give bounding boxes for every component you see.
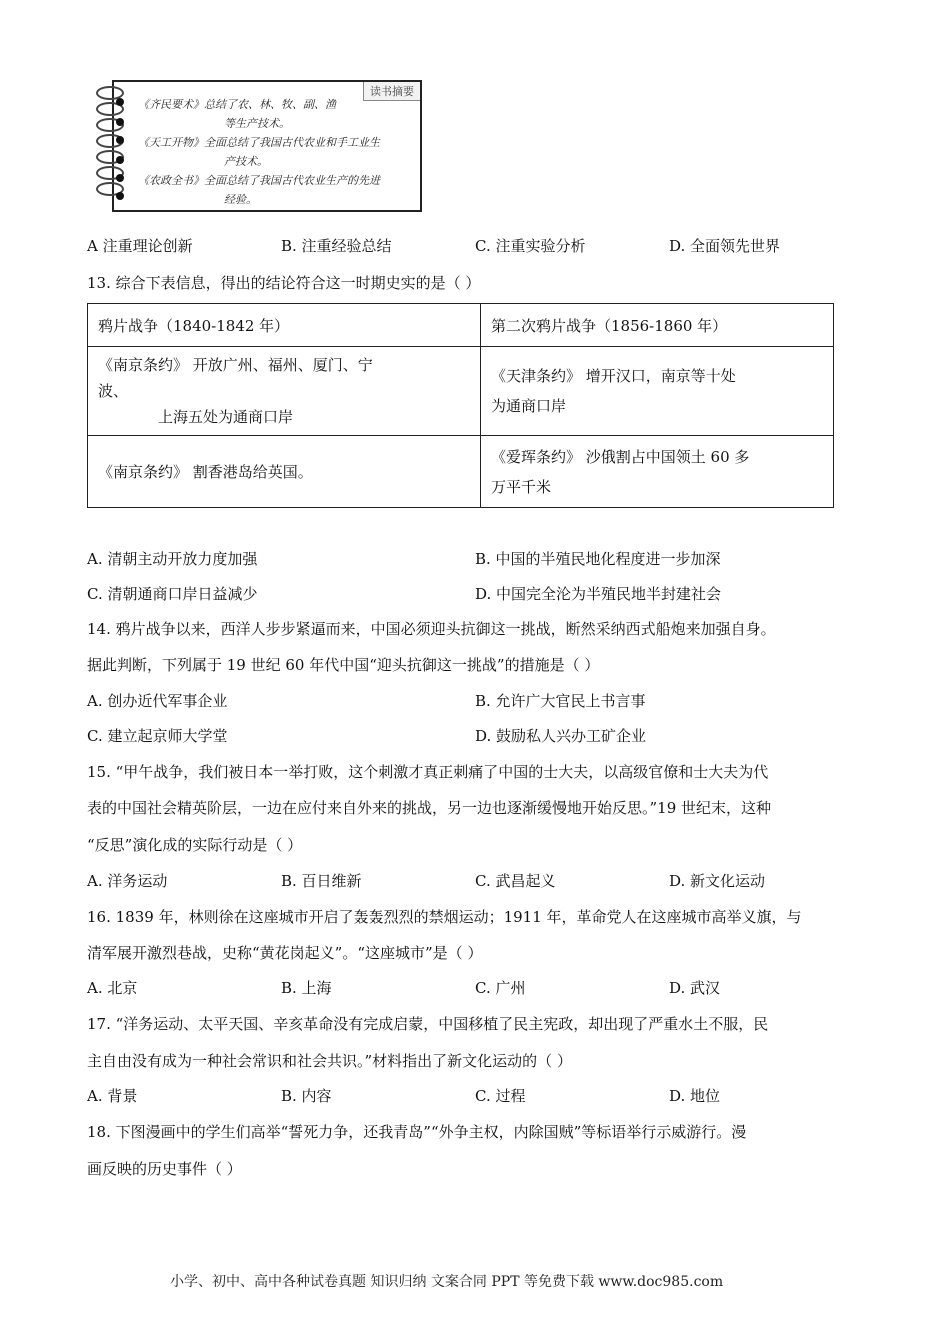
q14-option-d: D. 鼓励私人兴办工矿企业 (475, 727, 647, 745)
q16-stem-line2: 清军展开激烈巷战，史称“黄花岗起义”。“这座城市”是（ ） (87, 944, 483, 962)
notes-line: 《齐民要术》总结了农、林、牧、副、渔 (138, 98, 336, 111)
q12-option-a: A 注重理论创新 (87, 237, 193, 255)
q16-option-b: B. 上海 (281, 979, 332, 997)
q13-option-b: B. 中国的半殖民地化程度进一步加深 (475, 550, 721, 568)
q17-option-d: D. 地位 (669, 1087, 721, 1105)
q13-option-a: A. 清朝主动开放力度加强 (87, 550, 258, 568)
table-cell-text: 《南京条约》 割香港岛给英国。 (98, 463, 313, 481)
q13-stem: 13. 综合下表信息，得出的结论符合这一时期史实的是（ ） (87, 274, 481, 292)
table-cell-text: 万平千米 (491, 477, 552, 496)
table-header-text: 鸦片战争（1840-1842 年） (98, 316, 290, 335)
table-cell (88, 436, 481, 508)
bullet-icon (116, 174, 124, 182)
bullet-icon (116, 118, 124, 126)
q15-option-c: C. 武昌起义 (475, 872, 556, 890)
q17-stem-line2: 主自由没有成为一种社会常识和社会共识。”材料指出了新文化运动的（ ） (87, 1052, 572, 1070)
q18-stem-line1: 18. 下图漫画中的学生们高举“誓死力争，还我青岛”“外争主权，内除国贼”等标语举行示威游行。漫 (87, 1123, 747, 1141)
q17-option-a: A. 背景 (87, 1087, 138, 1105)
q14-option-a: A. 创办近代军事企业 (87, 692, 228, 710)
q16-stem-line1: 16. 1839 年，林则徐在这座城市开启了轰轰烈烈的禁烟运动；1911 年，革命党人在这座城市高举义旗，与 (87, 908, 802, 926)
notes-line: 经验。 (224, 193, 257, 206)
q15-option-d: D. 新文化运动 (669, 872, 766, 890)
table-cell-text: 波、 (98, 382, 129, 400)
q15-stem-line3: “反思”演化成的实际行动是（ ） (87, 836, 303, 854)
q16-option-a: A. 北京 (87, 979, 138, 997)
bullet-icon (116, 192, 124, 200)
q13-option-d: D. 中国完全沦为半殖民地半封建社会 (475, 585, 722, 603)
bullet-icon (116, 156, 124, 164)
q16-option-c: C. 广州 (475, 979, 526, 997)
notes-line: 《农政全书》全面总结了我国古代农业生产的先进 (138, 174, 380, 187)
q17-option-b: B. 内容 (281, 1087, 332, 1105)
table-cell (481, 436, 834, 508)
table-header-cell (88, 304, 481, 347)
q15-option-b: B. 百日维新 (281, 872, 362, 890)
table-header-cell (481, 304, 834, 347)
notes-box (112, 80, 422, 212)
table-cell-text: 上海五处为通商口岸 (158, 408, 294, 426)
q14-option-b: B. 允许广大官民上书言事 (475, 692, 646, 710)
q12-option-c: C. 注重实验分析 (475, 237, 586, 255)
bullet-icon (116, 136, 124, 144)
notes-line: 《天工开物》全面总结了我国古代农业和手工业生 (138, 136, 380, 149)
q15-stem-line1: 15. “甲午战争，我们被日本一举打败，这个刺激才真正刺痛了中国的士大夫，以高级官僚和士大夫为代 (87, 763, 769, 781)
q17-option-c: C. 过程 (475, 1087, 526, 1105)
page-footer: 小学、初中、高中各种试卷真题 知识归纳 文案合同 PPT 等免费下载 www.doc985.com (170, 1274, 724, 1290)
q15-stem-line2: 表的中国社会精英阶层，一边在应付来自外来的挑战，另一边也逐渐缓慢地开始反思。”19 世纪末，这种 (87, 799, 772, 817)
notes-line: 产技术。 (224, 155, 268, 168)
q12-option-b: B. 注重经验总结 (281, 237, 392, 255)
notes-tag: 读书摘要 (363, 82, 420, 101)
q13-table (87, 303, 834, 508)
bullet-icon (116, 98, 124, 106)
q13-option-c: C. 清朝通商口岸日益减少 (87, 585, 258, 603)
table-cell (88, 347, 481, 436)
notes-line: 等生产技术。 (224, 117, 290, 130)
q16-option-d: D. 武汉 (669, 979, 721, 997)
table-header-text: 第二次鸦片战争（1856-1860 年） (491, 316, 728, 335)
table-cell (481, 347, 834, 436)
q14-stem-line1: 14. 鸦片战争以来，西洋人步步紧逼而来，中国必须迎头抗御这一挑战，断然采纳西式船炮来加强自身。 (87, 620, 776, 638)
q12-option-d: D. 全面领先世界 (669, 237, 781, 255)
q14-stem-line2: 据此判断，下列属于 19 世纪 60 年代中国“迎头抗御这一挑战”的措施是（ ） (87, 656, 600, 674)
q14-option-c: C. 建立起京师大学堂 (87, 727, 228, 745)
q15-option-a: A. 洋务运动 (87, 872, 168, 890)
table-cell-text: 《爱珲条约》 沙俄割占中国领土 60 多 (491, 447, 750, 466)
table-cell-text: 《天津条约》 增开汉口，南京等十处 (491, 367, 736, 385)
table-cell-text: 为通商口岸 (491, 397, 567, 415)
table-cell-text: 《南京条约》 开放广州、福州、厦门、宁 (98, 356, 373, 374)
q18-stem-line2: 画反映的历史事件（ ） (87, 1160, 242, 1178)
reading-notes-image (96, 78, 420, 212)
q17-stem-line1: 17. “洋务运动、太平天国、辛亥革命没有完成启蒙，中国移植了民主宪政，却出现了严重水土不服，民 (87, 1015, 769, 1033)
